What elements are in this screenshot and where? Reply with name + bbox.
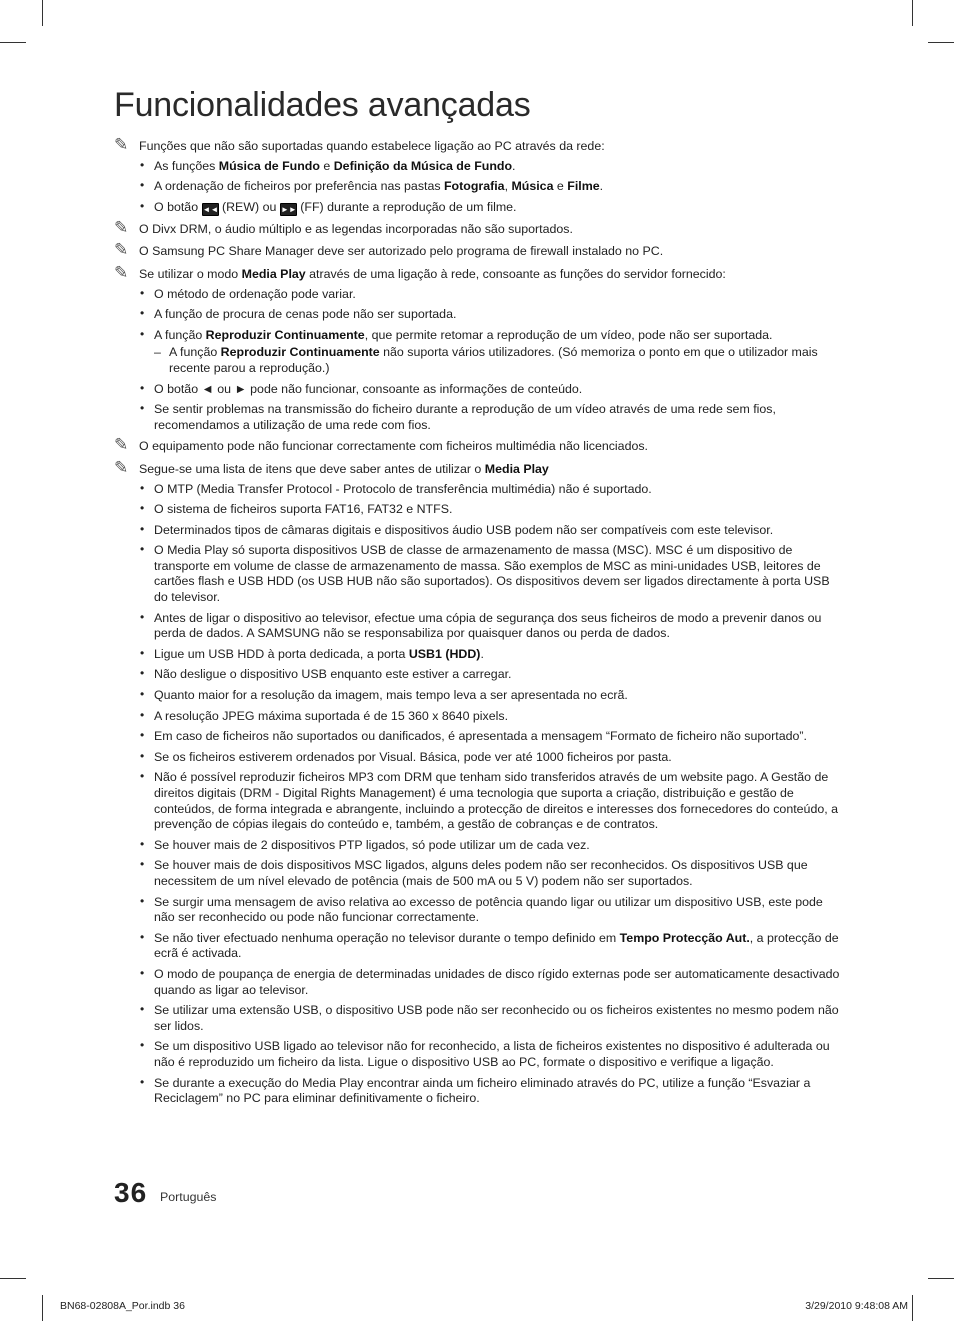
- crop-mark: [912, 1295, 913, 1321]
- crop-mark: [42, 0, 43, 26]
- text-run: A função: [169, 345, 221, 360]
- pencil-note-icon: ✎: [114, 135, 129, 154]
- text-run: e: [319, 158, 334, 173]
- list-item: [114, 709, 840, 725]
- text-run: e: [553, 179, 568, 194]
- crop-mark: [0, 1278, 26, 1279]
- text-run: Se durante a execução do Media Play encontrar ainda um ficheiro eliminado através do PC, utilize a função “Esvaziar a Reciclagem” no PC para eliminar definitivamente o ficheiro.: [154, 1075, 811, 1106]
- list-item: [114, 895, 840, 926]
- list-item: [114, 402, 840, 433]
- bullet-list: [114, 159, 840, 216]
- text-run: Se os ficheiros estiverem ordenados por Visual. Básica, pode ver até 1000 ficheiros por pasta.: [154, 749, 672, 764]
- bold-term: Definição da Música de Fundo: [333, 158, 513, 173]
- content-body: [114, 135, 840, 1113]
- print-slug-left: BN68-02808A_Por.indb 36: [60, 1300, 185, 1312]
- text-run: A resolução JPEG máxima suportada é de 15 360 x 8640 pixels.: [154, 708, 509, 723]
- sub-item: [154, 345, 840, 376]
- bold-term: Música de Fundo: [218, 158, 320, 173]
- bullet-list: [114, 482, 840, 1107]
- text-run: .: [599, 179, 604, 194]
- text-run: .: [512, 158, 516, 173]
- bold-term: Reproduzir Continuamente: [220, 345, 380, 360]
- text-run: O modo de poupança de energia de determinadas unidades de disco rígido externas pode ser automaticamente desactivado quando as ligar ao televisor.: [154, 966, 840, 997]
- crop-mark: [928, 42, 954, 43]
- text-run: O Media Play só suporta dispositivos USB de classe de armazenamento de massa (MSC). MSC é um dispositivo de transporte em volume de classe de armazenamento de massa. São exemplos de MSC as mini-unidades USB, leitores de cartões flash e USB HDD (os USB HUB não são suportados). Os dispositivos devem ser ligados directamente à porta USB do televisor.: [154, 543, 830, 605]
- text-run: O botão ◄ ou ► pode não funcionar, consoante as informações de conteúdo.: [154, 381, 583, 396]
- text-run: A função de procura de cenas pode não ser suportada.: [154, 307, 457, 322]
- list-item: [114, 667, 840, 683]
- bold-term: Fotografia: [443, 179, 505, 194]
- list-item: [114, 858, 840, 889]
- text-run: Se surgir uma mensagem de aviso relativa ao excesso de potência quando ligar ou utilizar um dispositivo USB, este pode não ser reconhecido ou pode não funcionar correctamente.: [154, 894, 823, 925]
- text-run: Se houver mais de 2 dispositivos PTP ligados, só pode utilizar um de cada vez.: [154, 837, 590, 852]
- list-item: [114, 729, 840, 745]
- crop-mark: [912, 0, 913, 26]
- note: [114, 435, 840, 455]
- text-run: Se utilizar o modo: [139, 266, 242, 281]
- bold-term: USB1 (HDD): [408, 646, 481, 661]
- list-item: [114, 1076, 840, 1107]
- text-run: Segue-se uma lista de itens que deve saber antes de utilizar o: [139, 461, 485, 476]
- text-run: , que permite retomar a reprodução de um vídeo, pode não ser suportada.: [364, 327, 773, 342]
- crop-mark: [42, 1295, 43, 1321]
- text-run: (FF) durante a reprodução de um filme.: [296, 199, 517, 214]
- print-slug-right: 3/29/2010 9:48:08 AM: [805, 1300, 908, 1312]
- note: [114, 135, 840, 155]
- list-item: [114, 159, 840, 175]
- text-run: Se não tiver efectuado nenhuma operação no televisor durante o tempo definido em: [154, 930, 620, 945]
- page-number: 36: [114, 1177, 148, 1208]
- bullet-list: [114, 287, 840, 434]
- page-title: Funcionalidades avançadas: [114, 86, 531, 124]
- note: [114, 262, 840, 283]
- text-run: .: [480, 646, 484, 661]
- list-item: [114, 967, 840, 998]
- list-item: [114, 1003, 840, 1034]
- crop-mark: [0, 42, 26, 43]
- note: [114, 217, 840, 238]
- pencil-note-icon: ✎: [114, 240, 129, 260]
- bold-term: Filme: [567, 179, 600, 194]
- text-run: O método de ordenação pode variar.: [154, 286, 356, 301]
- text-run: Se sentir problemas na transmissão do ficheiro durante a reprodução de um vídeo através de uma rede sem fios, recomendamos a utilização de uma rede com fios.: [154, 402, 776, 432]
- text-run: , a protecção de ecrã é activada.: [154, 930, 839, 961]
- crop-mark: [928, 1278, 954, 1279]
- text-run: Se utilizar uma extensão USB, o dispositivo USB pode não ser reconhecido ou os ficheiros existentes no mesmo podem não ser lidos.: [154, 1003, 839, 1033]
- text-run: Quanto maior for a resolução da imagem, mais tempo leva a ser apresentada no ecrã.: [154, 688, 628, 703]
- text-run: ,: [504, 179, 512, 194]
- pencil-note-icon: ✎: [114, 217, 129, 237]
- list-item: [114, 307, 840, 323]
- rew-key-icon: ◄◄: [202, 204, 219, 214]
- text-run: Antes de ligar o dispositivo ao televisor, efectue uma cópia de segurança dos seus ficheiros de modo a prevenir danos ou perda de dados. A SAMSUNG não se responsabiliza por quaisquer danos ou perda de dados.: [154, 610, 822, 641]
- text-run: Funções que não são suportadas quando estabelece ligação ao PC através da rede:: [139, 139, 605, 153]
- text-run: Em caso de ficheiros não suportados ou danificados, é apresentada a mensagem “Formato de ficheiro não suportado”.: [154, 729, 807, 744]
- list-item: [114, 611, 840, 642]
- text-run: O Divx DRM, o áudio múltiplo e as legendas incorporadas não são suportados.: [139, 221, 573, 236]
- text-run: não suporta vários utilizadores. (Só memoriza o ponto em que o utilizador mais recente parou a reprodução.): [169, 345, 818, 375]
- text-run: através de uma ligação à rede, consoante as funções do servidor fornecido:: [305, 266, 726, 281]
- list-item: [114, 770, 840, 832]
- text-run: O MTP (Media Transfer Protocol - Protocolo de transferência multimédia) não é suportado.: [154, 481, 652, 496]
- pencil-note-icon: ✎: [114, 457, 129, 477]
- list-item: [114, 328, 840, 377]
- list-item: [114, 543, 840, 605]
- list-item: [114, 1039, 840, 1070]
- list-item: [114, 647, 840, 663]
- text-run: Não é possível reproduzir ficheiros MP3 com DRM que tenham sido transferidos através de um website pago. A Gestão de direitos digitais (DRM - Digital Rights Management) é uma tecnologia que suporta a criação, distribuição e gestão de conteúdos, de forma integrada e abrangente, incluindo a protecção de direitos e interesses dos fornecedores do conteúdo, a prevenção de cópias ilegais do conteúdo e, também, a gestão de cobranças e de contratos.: [154, 770, 839, 832]
- text-run: A função: [154, 327, 206, 342]
- pencil-note-icon: ✎: [114, 262, 129, 282]
- text-run: A ordenação de ficheiros por preferência nas pastas: [154, 179, 444, 194]
- note: [114, 457, 840, 478]
- list-item: [114, 523, 840, 539]
- bold-term: Tempo Protecção Aut.: [619, 930, 750, 945]
- pencil-note-icon: ✎: [114, 435, 129, 455]
- text-run: As funções: [154, 158, 219, 173]
- text-run: Determinados tipos de câmaras digitais e dispositivos áudio USB podem não ser compatíveis com este televisor.: [154, 522, 774, 537]
- text-run: O Samsung PC Share Manager deve ser autorizado pelo programa de firewall instalado no PC.: [139, 244, 664, 259]
- list-item: [114, 200, 840, 216]
- list-item: [114, 931, 840, 962]
- list-item: [114, 179, 840, 195]
- text-run: O equipamento pode não funcionar correctamente com ficheiros multimédia não licenciados.: [139, 439, 648, 454]
- list-item: [114, 482, 840, 498]
- bold-term: Música: [511, 179, 554, 194]
- text-run: O sistema de ficheiros suporta FAT16, FAT32 e NTFS.: [154, 502, 453, 517]
- page-language: Português: [160, 1190, 217, 1204]
- text-run: Se um dispositivo USB ligado ao televisor não for reconhecido, a lista de ficheiros existentes no dispositivo é adulterada ou não é reproduzido um ficheiro da lista. Ligue o dispositivo USB ao PC, formate o dispositivo e verifique a ligação.: [154, 1039, 830, 1069]
- text-run: Não desligue o dispositivo USB enquanto este estiver a carregar.: [154, 667, 512, 682]
- ff-key-icon: ►►: [280, 204, 297, 214]
- bold-term: Media Play: [241, 266, 306, 281]
- text-run: Ligue um USB HDD à porta dedicada, a porta: [154, 646, 409, 661]
- bold-term: Reproduzir Continuamente: [205, 327, 365, 342]
- text-run: Se houver mais de dois dispositivos MSC ligados, alguns deles podem não ser reconhecidos. Os dispositivos USB que necessitem de um nível elevado de potência (mais de 500 mA ou 5 V) podem não ser suportados.: [154, 858, 808, 888]
- list-item: [114, 382, 840, 398]
- text-run: (REW) ou: [218, 199, 280, 214]
- text-run: O botão: [154, 199, 202, 214]
- note: [114, 240, 840, 260]
- list-item: [114, 287, 840, 303]
- list-item: [114, 750, 840, 766]
- list-item: [114, 502, 840, 518]
- list-item: [114, 688, 840, 704]
- bold-term: Media Play: [484, 461, 549, 476]
- list-item: [114, 838, 840, 854]
